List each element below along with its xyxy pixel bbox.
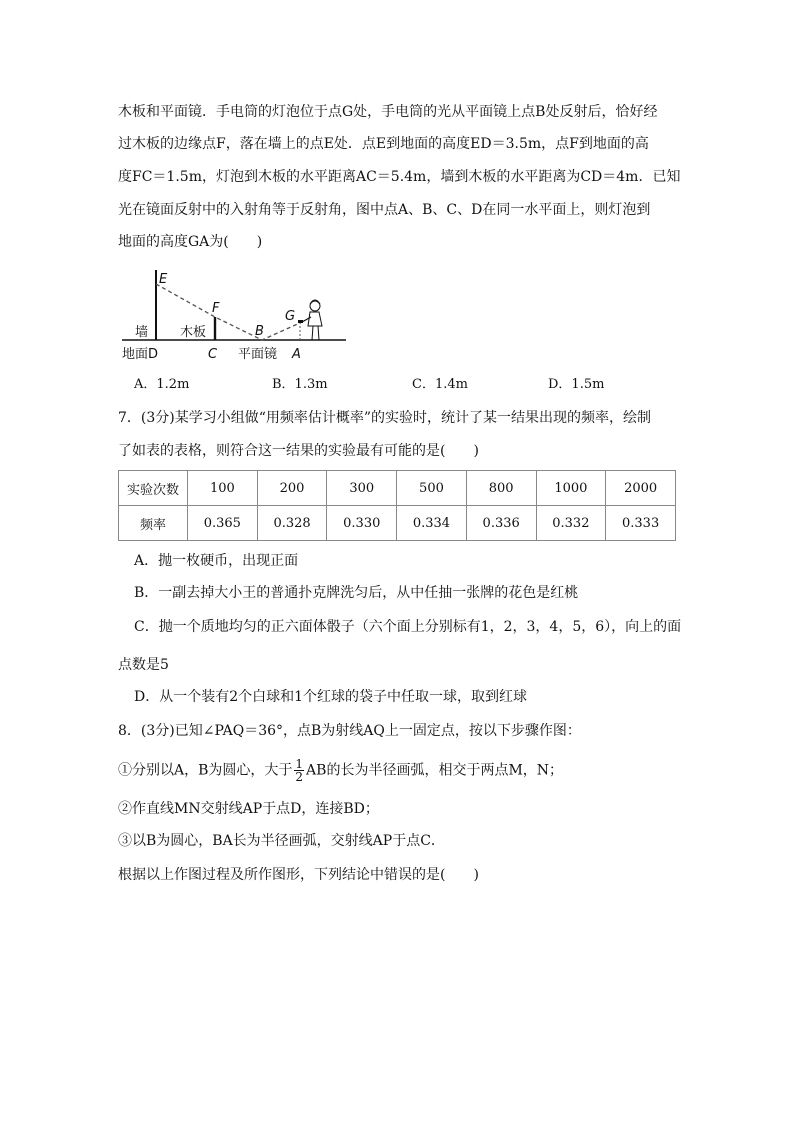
table-cell: 0.334 [397,506,467,541]
q8-step-1-post: AB的长为半径画弧，相交于两点M，N； [306,762,564,779]
q6-choice-a[interactable]: A．1.2m [134,377,190,392]
q8-step-1-pre: ①分别以A，B为圆心，大于 [118,762,293,779]
table-cell: 2000 [606,471,676,506]
table-header-cell: 频率 [119,506,188,541]
q6-line-2: 过木板的边缘点F，落在墙上的点E处．点E到地面的高度ED＝3.5m，点F到地面的高 [118,136,649,152]
label-C: C [208,347,218,362]
table-cell: 1000 [536,471,606,506]
fraction-one-half [294,758,304,783]
q6-choice-d[interactable]: D．1.5m [548,377,605,392]
label-F: F [212,301,220,316]
q6-line-3: 度FC＝1.5m，灯泡到木板的水平距离AC＝5.4m，墙到木板的水平距离为CD＝4m．已知 [118,169,681,185]
q6-line-4: 光在镜面反射中的入射角等于反射角，图中点A、B、C、D在同一水平面上，则灯泡到 [118,202,651,218]
label-mirror: 平面镜 [238,347,278,362]
label-wall: 墙 [135,325,149,340]
table-cell: 800 [466,471,536,506]
label-E: E [159,272,168,287]
q6-figure [118,262,358,366]
table-cell: 0.328 [257,506,327,541]
q8-step-3: ③以B为圆心，BA长为半径画弧，交射线AP于点C． [118,833,445,849]
table-header-cell: 实验次数 [119,471,188,506]
q7-line-2: 了如表的表格，则符合这一结果的实验最有可能的是( ) [118,443,479,459]
q6-line-5: 地面的高度GA为( ) [118,234,263,250]
table-cell: 0.333 [606,506,676,541]
table-row [119,506,676,541]
q6-line-1: 木板和平面镜．手电筒的灯泡位于点G处，手电筒的光从平面镜上点B处反射后，恰好经 [118,104,658,120]
table-cell: 0.365 [188,506,258,541]
table-cell: 100 [188,471,258,506]
q6-choice-b[interactable]: B．1.3m [272,377,328,392]
table-cell: 0.332 [536,506,606,541]
person-with-flashlight-icon [298,300,322,340]
q7-line-1: 7．(3分)某学习小组做“用频率估计概率”的实验时，统计了某一结果出现的频率，绘制 [118,410,652,426]
q7-choice-c-cont: 点数是5 [118,657,169,673]
q7-choice-d[interactable]: D．从一个装有2个白球和1个红球的袋子中任取一球，取到红球 [134,689,528,705]
q8-step-2: ②作直线MN交射线AP于点D，连接BD； [118,801,379,817]
frequency-table [118,470,676,541]
q8-line-1: 8．(3分)已知∠PAQ＝36°，点B为射线AQ上一固定点，按以下步骤作图： [118,723,581,739]
label-G: G [285,309,296,324]
q7-choice-c[interactable]: C．抛一个质地均匀的正六面体骰子（六个面上分别标有1，2，3，4，5，6），向上的面 [134,619,682,635]
table-cell: 500 [397,471,467,506]
fraction-denominator: 2 [295,770,304,784]
label-board: 木板 [180,325,207,340]
q6-choice-c[interactable]: C．1.4m [412,377,468,392]
table-cell: 200 [257,471,327,506]
light-path [156,284,302,340]
label-ground-D: 地面D [122,347,159,362]
q7-choice-b[interactable]: B．一副去掉大小王的普通扑克牌洗匀后，从中任抽一张牌的花色是红桃 [134,585,579,601]
table-row [119,471,676,506]
label-B: B [255,324,264,339]
table-cell: 300 [327,471,397,506]
q7-choice-a[interactable]: A．抛一枚硬币，出现正面 [134,553,299,569]
table-cell: 0.336 [466,506,536,541]
fraction-numerator: 1 [295,757,304,771]
q8-step-1 [118,758,563,783]
table-cell: 0.330 [327,506,397,541]
label-A: A [292,347,301,362]
q8-line-final: 根据以上作图过程及所作图形，下列结论中错误的是( ) [118,867,479,883]
